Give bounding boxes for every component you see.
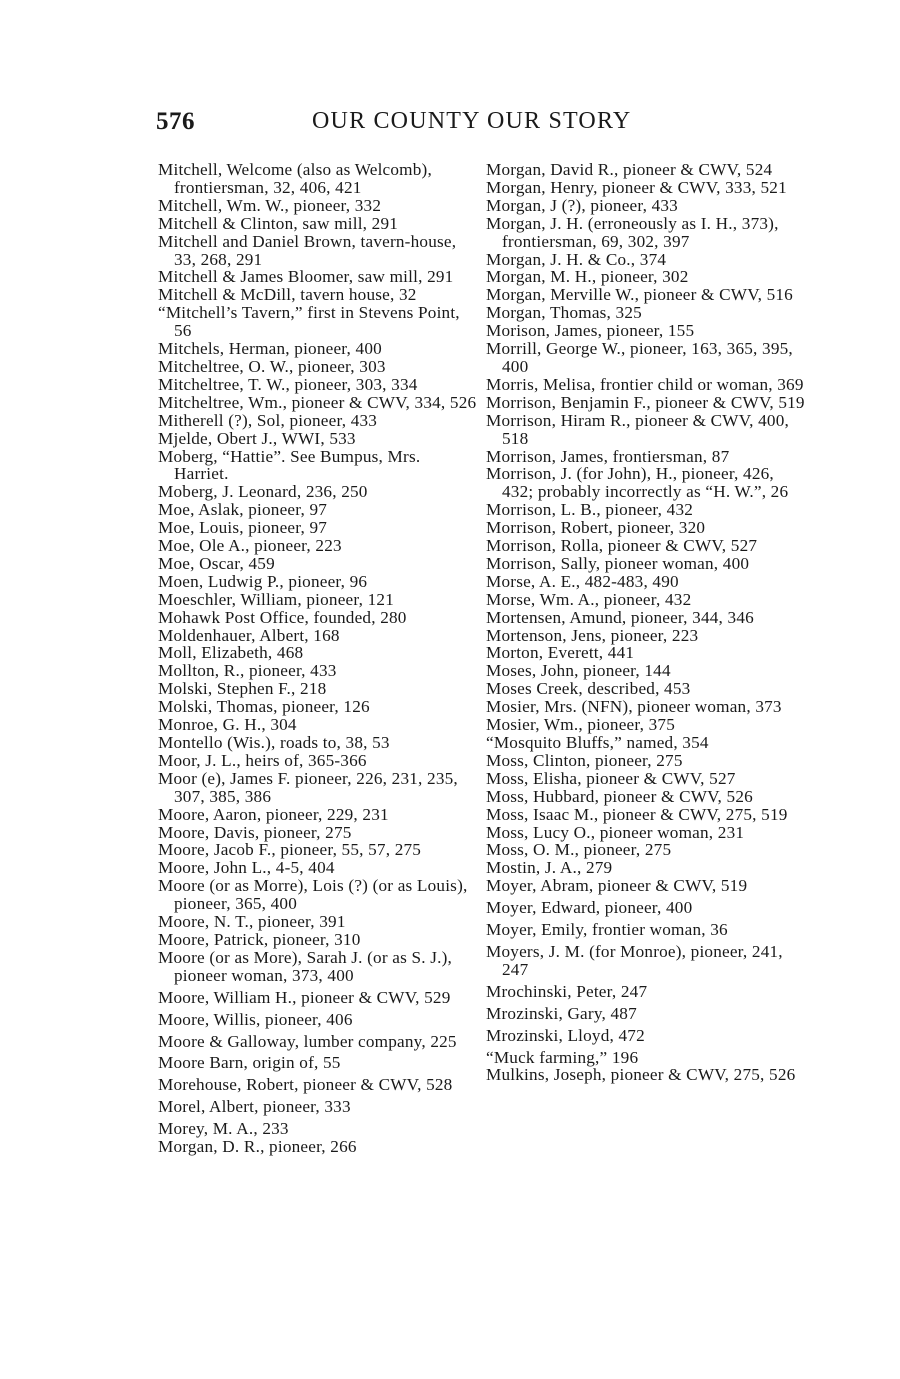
index-entry: Morgan, D. R., pioneer, 266 <box>158 1137 357 1157</box>
page-header <box>0 104 900 144</box>
index-entry: Moss, Hubbard, pioneer & CWV, 526 <box>486 786 753 806</box>
index-column-left <box>158 161 478 1156</box>
index-entry: Moyers, J. M. (for Monroe), pioneer, 241, 247 <box>486 941 783 979</box>
index-entry: Morrill, George W., pioneer, 163, 365, 395, 400 <box>486 339 793 376</box>
index-entry: Moberg, J. Leonard, 236, 250 <box>158 482 368 502</box>
index-entry: Mitchels, Herman, pioneer, 400 <box>158 339 382 359</box>
index-entry: Morison, James, pioneer, 155 <box>486 321 695 341</box>
index-entry: Mitcheltree, T. W., pioneer, 303, 334 <box>158 374 418 394</box>
index-entry: Moses, John, pioneer, 144 <box>486 661 671 681</box>
index-entry: Mitchell & James Bloomer, saw mill, 291 <box>158 267 454 287</box>
index-entry: Morgan, Merville W., pioneer & CWV, 516 <box>486 285 793 305</box>
index-entry: Morrison, Hiram R., pioneer & CWV, 400, 518 <box>486 410 789 448</box>
index-entry: Moor, J. L., heirs of, 365-366 <box>158 750 367 770</box>
index-entry: Moore, Davis, pioneer, 275 <box>158 822 352 842</box>
index-entry: Mohawk Post Office, founded, 280 <box>158 607 407 627</box>
index-entry: Moore, Willis, pioneer, 406 <box>158 1009 353 1029</box>
index-entry: Moore, Aaron, pioneer, 229, 231 <box>158 804 389 824</box>
index-entry: Morgan, M. H., pioneer, 302 <box>486 267 689 287</box>
index-entry: Moyer, Emily, frontier woman, 36 <box>486 920 728 940</box>
index-entry: Morse, Wm. A., pioneer, 432 <box>486 589 692 609</box>
index-entry: Mrozinski, Gary, 487 <box>486 1003 637 1023</box>
index-entry: Mosier, Mrs. (NFN), pioneer woman, 373 <box>486 697 782 717</box>
index-entry: Morrison, Sally, pioneer woman, 400 <box>486 553 750 573</box>
index-entry: Moe, Louis, pioneer, 97 <box>158 518 328 538</box>
index-entry: Moss, Lucy O., pioneer woman, 231 <box>486 822 745 842</box>
index-entry: Moore, William H., pioneer & CWV, 529 <box>158 987 451 1007</box>
index-entry: Morrison, James, frontiersman, 87 <box>486 446 730 466</box>
index-entry: Morris, Melisa, frontier child or woman, 369 <box>486 374 804 394</box>
index-entry: Moyer, Edward, pioneer, 400 <box>486 898 693 918</box>
index-entry: Mrochinski, Peter, 247 <box>486 981 648 1001</box>
page-number: 576 <box>156 108 195 135</box>
index-entry: Mrozinski, Lloyd, 472 <box>486 1025 645 1045</box>
index-entry: Moss, O. M., pioneer, 275 <box>486 840 672 860</box>
index-entry: Morrison, J. (for John), H., pioneer, 426, 432; probably incorrectly as “H. W.”, 26 <box>486 464 789 502</box>
index-entry: “Mosquito Bluffs,” named, 354 <box>486 733 709 752</box>
index-entry: “Muck farming,” 196 <box>486 1047 639 1067</box>
index-entry: Morrison, L. B., pioneer, 432 <box>486 500 694 520</box>
index-entry: Mostin, J. A., 279 <box>486 858 613 878</box>
index-entry: “Mitchell’s Tavern,” first in Stevens Point, 56 <box>158 303 460 341</box>
index-entry: Moss, Clinton, pioneer, 275 <box>486 750 683 770</box>
index-entry: Montello (Wis.), roads to, 38, 53 <box>158 733 390 752</box>
index-entry: Moe, Aslak, pioneer, 97 <box>158 500 328 520</box>
index-entry: Mitherell (?), Sol, pioneer, 433 <box>158 410 378 430</box>
index-entry: Moldenhauer, Albert, 168 <box>158 625 340 645</box>
index-column-right <box>486 161 808 1084</box>
index-entry: Mitchell & Clinton, saw mill, 291 <box>158 213 399 233</box>
index-entry: Moore, Jacob F., pioneer, 55, 57, 275 <box>158 840 422 860</box>
index-entry: Moen, Ludwig P., pioneer, 96 <box>158 571 368 591</box>
index-entry: Mitcheltree, O. W., pioneer, 303 <box>158 356 386 376</box>
index-entry: Mitchell, Welcome (also as Welcomb), frontiersman, 32, 406, 421 <box>158 160 432 197</box>
index-entry: Mitcheltree, Wm., pioneer & CWV, 334, 526 <box>158 392 477 412</box>
index-entry: Morgan, J. H. & Co., 374 <box>486 249 667 269</box>
index-entry: Morrison, Benjamin F., pioneer & CWV, 519 <box>486 392 805 412</box>
index-entry: Morgan, David R., pioneer & CWV, 524 <box>486 160 773 179</box>
index-entry: Mulkins, Joseph, pioneer & CWV, 275, 526 <box>486 1065 796 1085</box>
index-entry: Moe, Ole A., pioneer, 223 <box>158 536 342 556</box>
index-entry: Morton, Everett, 441 <box>486 643 635 663</box>
index-entry: Moyer, Abram, pioneer & CWV, 519 <box>486 876 748 896</box>
index-entry: Mitchell and Daniel Brown, tavern-house, 33, 268, 291 <box>158 231 457 269</box>
index-entry: Molski, Thomas, pioneer, 126 <box>158 697 370 717</box>
index-entry: Mortensen, Amund, pioneer, 344, 346 <box>486 607 754 627</box>
index-entry: Moss, Isaac M., pioneer & CWV, 275, 519 <box>486 804 788 824</box>
index-entry: Moore, Patrick, pioneer, 310 <box>158 929 361 949</box>
index-entry: Morgan, Henry, pioneer & CWV, 333, 521 <box>486 177 787 197</box>
index-entry: Moss, Elisha, pioneer & CWV, 527 <box>486 768 736 788</box>
index-entry: Moore (or as More), Sarah J. (or as S. J.), pioneer woman, 373, 400 <box>158 947 453 985</box>
index-entry: Morrison, Rolla, pioneer & CWV, 527 <box>486 536 758 556</box>
index-entry: Moore & Galloway, lumber company, 225 <box>158 1031 457 1051</box>
index-entry: Mitchell, Wm. W., pioneer, 332 <box>158 195 382 215</box>
index-entry: Moore Barn, origin of, 55 <box>158 1053 341 1073</box>
index-entry: Moore, John L., 4-5, 404 <box>158 858 335 878</box>
index-entry: Morey, M. A., 233 <box>158 1119 289 1139</box>
index-entry: Moberg, “Hattie”. See Bumpus, Mrs. Harriet. <box>158 446 421 484</box>
index-entry: Morrison, Robert, pioneer, 320 <box>486 518 706 538</box>
index-entry: Mollton, R., pioneer, 433 <box>158 661 337 681</box>
index-entry: Mosier, Wm., pioneer, 375 <box>486 715 675 735</box>
index-entry: Moore, N. T., pioneer, 391 <box>158 912 346 932</box>
index-entry: Moeschler, William, pioneer, 121 <box>158 589 394 609</box>
running-title: OUR COUNTY OUR STORY <box>312 108 632 134</box>
index-entry: Mjelde, Obert J., WWI, 533 <box>158 428 356 448</box>
index-entry: Moe, Oscar, 459 <box>158 553 275 573</box>
index-entry: Moses Creek, described, 453 <box>486 679 691 699</box>
index-entry: Monroe, G. H., 304 <box>158 715 297 735</box>
index-entry: Moor (e), James F. pioneer, 226, 231, 235, 307, 385, 386 <box>158 768 458 806</box>
index-entry: Morgan, Thomas, 325 <box>486 303 642 323</box>
index-entry: Morehouse, Robert, pioneer & CWV, 528 <box>158 1075 453 1095</box>
index-entry: Morel, Albert, pioneer, 333 <box>158 1097 351 1117</box>
index-entry: Morgan, J (?), pioneer, 433 <box>486 195 678 215</box>
index-entry: Mortenson, Jens, pioneer, 223 <box>486 625 699 645</box>
index-entry: Moore (or as Morre), Lois (?) (or as Louis), pioneer, 365, 400 <box>158 876 468 914</box>
index-entry: Morgan, J. H. (erroneously as I. H., 373), frontiersman, 69, 302, 397 <box>486 213 779 251</box>
index-entry: Moll, Elizabeth, 468 <box>158 643 304 663</box>
index-entry: Molski, Stephen F., 218 <box>158 679 327 699</box>
index-entry: Morse, A. E., 482-483, 490 <box>486 571 679 591</box>
index-entry: Mitchell & McDill, tavern house, 32 <box>158 285 417 305</box>
